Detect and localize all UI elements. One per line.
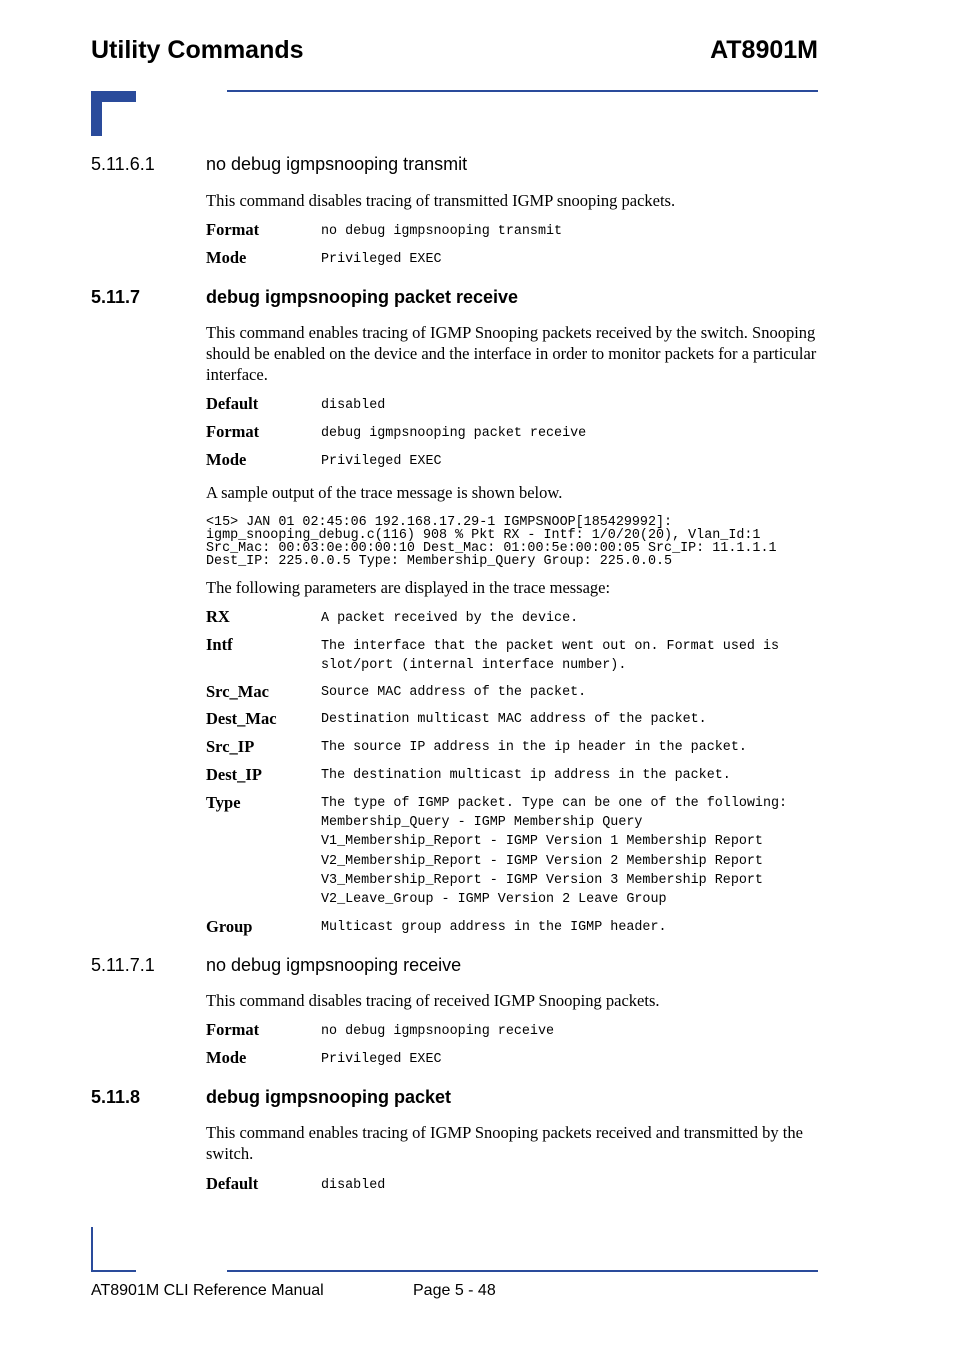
corner-mark-bottom-h (91, 1270, 136, 1272)
section-number: 5.11.7.1 (91, 955, 155, 975)
mode-value: Privileged EXEC (321, 252, 442, 267)
section-description: This command disables tracing of transmitted IGMP snooping packets. (206, 191, 676, 210)
footer-rule (227, 1270, 818, 1272)
param-desc-line: The type of IGMP packet. Type can be one of the following: (321, 796, 788, 811)
format-label: Format (206, 1020, 260, 1039)
section-title: debug igmpsnooping packet receive (206, 287, 519, 307)
corner-mark-top-h (91, 91, 136, 102)
param-desc-line: A packet received by the device. (321, 611, 579, 626)
sample-line: <15> JAN 01 02:45:06 192.168.17.29-1 IGMPSNOOP[185429992]: (206, 515, 673, 530)
param-desc-line: The destination multicast ip address in the packet. (321, 768, 731, 783)
default-value: disabled (321, 398, 386, 413)
section-number: 5.11.8 (91, 1087, 141, 1107)
param-desc-rx (321, 609, 578, 628)
default-label: Default (206, 394, 259, 413)
param-label-group: Group (206, 917, 253, 936)
sample-line: igmp_snooping_debug.c(116) 908 % Pkt RX - Intf: 1/0/20(20), Vlan_Id:1 (206, 528, 761, 543)
format-value: no debug igmpsnooping receive (321, 1024, 555, 1039)
section-description: This command enables tracing of IGMP Snooping packets received and transmitted by the switch. (206, 1123, 803, 1163)
corner-mark-bottom (91, 1227, 93, 1272)
mode-value: Privileged EXEC (321, 454, 442, 469)
param-desc-intf (321, 637, 779, 675)
param-desc-line: Source MAC address of the packet. (321, 685, 587, 700)
param-desc-src-ip (321, 738, 747, 757)
param-desc-line: slot/port (internal interface number). (321, 658, 627, 674)
mode-value: Privileged EXEC (321, 1052, 442, 1067)
header-title: Utility Commands (91, 36, 304, 64)
section-number: 5.11.6.1 (91, 154, 155, 174)
header-product: AT8901M (710, 36, 818, 64)
param-label-src-mac: Src_Mac (206, 682, 269, 701)
param-label-dest-mac: Dest_Mac (206, 709, 277, 728)
footer-manual-title: AT8901M CLI Reference Manual (91, 1282, 324, 1299)
format-value: debug igmpsnooping packet receive (321, 426, 587, 441)
param-desc-line: The interface that the packet went out on. Format used is (321, 639, 780, 654)
default-value: disabled (321, 1178, 386, 1193)
param-desc-dest-mac (321, 710, 707, 729)
param-label-rx: RX (206, 607, 230, 626)
param-label-src-ip: Src_IP (206, 737, 255, 756)
section-title: no debug igmpsnooping transmit (206, 154, 468, 174)
format-label: Format (206, 422, 260, 441)
param-label-intf: Intf (206, 635, 233, 654)
param-desc-line: V2_Membership_Report - IGMP Version 2 Membership Report (321, 853, 763, 869)
format-value: no debug igmpsnooping transmit (321, 224, 563, 239)
param-desc-line: Multicast group address in the IGMP header. (321, 920, 667, 935)
sample-output (206, 516, 777, 568)
footer-page-number: Page 5 - 48 (413, 1282, 496, 1299)
param-desc-dest-ip (321, 766, 731, 785)
header-rule (227, 90, 818, 92)
section-title: no debug igmpsnooping receive (206, 955, 462, 975)
param-desc-group (321, 918, 667, 937)
param-desc-line: V2_Leave_Group - IGMP Version 2 Leave Group (321, 892, 667, 908)
section-number: 5.11.7 (91, 287, 141, 307)
section-description: This command disables tracing of received IGMP Snooping packets. (206, 991, 660, 1010)
param-desc-line: V3_Membership_Report - IGMP Version 3 Membership Report (321, 872, 763, 888)
param-label-dest-ip: Dest_IP (206, 765, 262, 784)
param-desc-line: The source IP address in the ip header in the packet. (321, 740, 747, 755)
sample-line: Dest_IP: 225.0.0.5 Type: Membership_Query Group: 225.0.0.5 (206, 554, 673, 569)
sample-line: Src_Mac: 00:03:0e:00:00:10 Dest_Mac: 01:00:5e:00:00:05 Src_IP: 11.1.1.1 (206, 541, 777, 556)
param-label-type: Type (206, 793, 241, 812)
param-desc-line: Destination multicast MAC address of the packet. (321, 712, 707, 727)
param-desc-src-mac (321, 683, 586, 702)
params-intro: The following parameters are displayed in the trace message: (206, 578, 611, 597)
section-description: This command enables tracing of IGMP Snooping packets received by the switch. Snooping should be enabled on the device and the interface in order to monitor packets for a particular interface. (206, 323, 817, 384)
param-desc-line: V1_Membership_Report - IGMP Version 1 Membership Report (321, 834, 763, 850)
param-desc-type (321, 794, 787, 909)
section-title: debug igmpsnooping packet (206, 1087, 452, 1107)
mode-label: Mode (206, 1048, 247, 1067)
sample-intro: A sample output of the trace message is shown below. (206, 483, 563, 502)
mode-label: Mode (206, 450, 247, 469)
param-desc-line: Membership_Query - IGMP Membership Query (321, 815, 643, 831)
default-label: Default (206, 1174, 259, 1193)
mode-label: Mode (206, 248, 247, 267)
format-label: Format (206, 220, 260, 239)
